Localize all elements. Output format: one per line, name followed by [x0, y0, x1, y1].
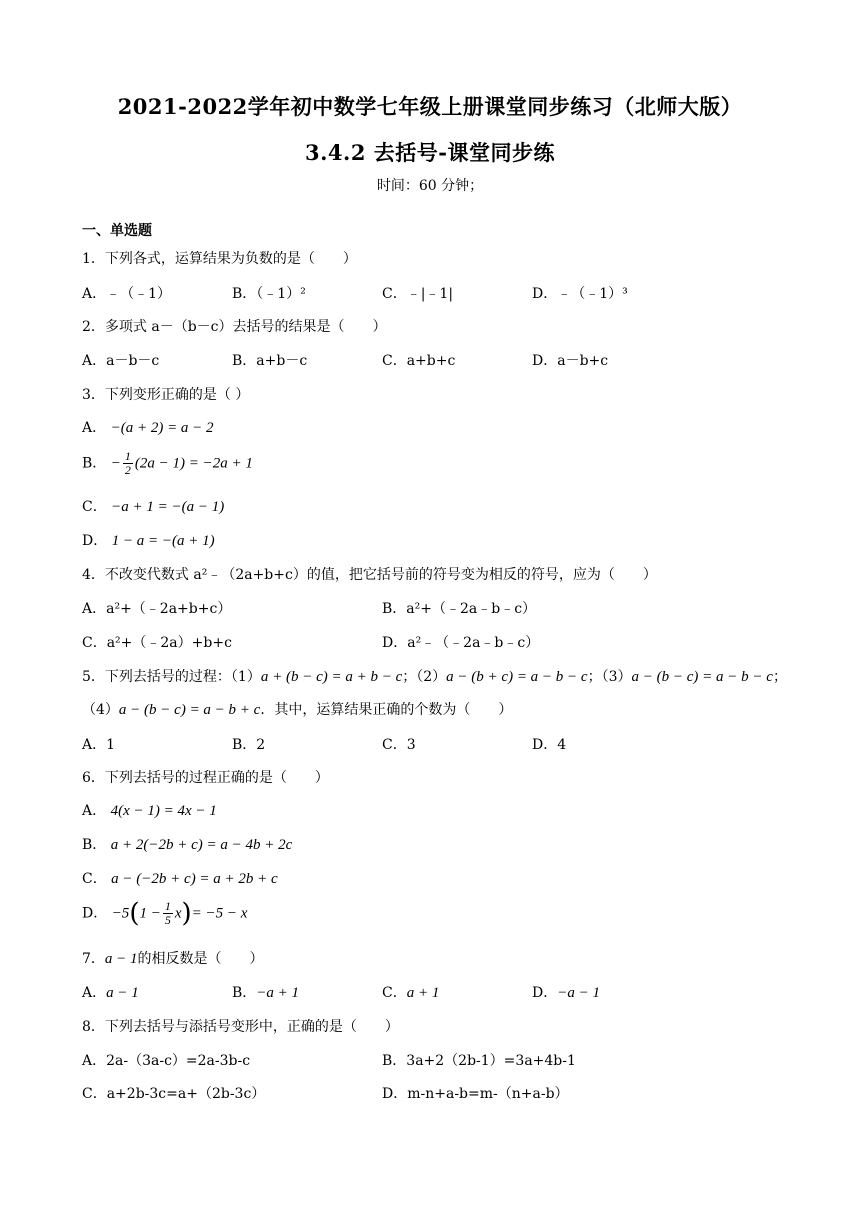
fraction-denominator: 5 [164, 913, 171, 927]
math-expression: a + 1 [406, 985, 440, 1001]
question-7-option-b [232, 982, 299, 1002]
question-5-option-c: C．3 [382, 737, 416, 753]
math-expression: −a − 1 [557, 985, 600, 1001]
separator: ；（2） [402, 669, 447, 685]
option-label: B． [232, 985, 257, 1001]
math-expression: a − (−2b + c) = a + 2b + c [111, 871, 278, 887]
question-6-option-a [82, 800, 217, 820]
question-3-stem: 3．下列变形正确的是（ ） [82, 387, 250, 403]
question-8-option-d: D．m-n+a-b=m-（n+a-b） [382, 1086, 569, 1102]
option-label: A． [82, 420, 107, 436]
fraction-denominator: 2 [124, 463, 131, 477]
question-2-option-b: B．a+b－c [232, 353, 308, 369]
math-expression: −a + 1 = −(a − 1) [111, 499, 225, 515]
question-1-option-c: C．﹣|﹣1| [382, 286, 454, 302]
option-label: C． [82, 871, 107, 887]
separator: ；（3） [587, 669, 632, 685]
question-8-option-b: B．3a+2（2b-1）=3a+4b-1 [382, 1053, 576, 1069]
question-4-option-c: C．a²+（﹣2a）+b+c [82, 635, 232, 651]
math-variable: x [174, 905, 182, 922]
question-5-option-b: B．2 [232, 737, 266, 753]
expression-3: a − (b − c) = a − b − c [631, 669, 773, 685]
math-expression: a + 2(−2b + c) = a − 4b + 2c [110, 837, 293, 853]
question-7-option-a [82, 982, 139, 1002]
question-3-option-d [82, 530, 215, 550]
option-label: D． [82, 905, 108, 922]
fraction [123, 450, 133, 477]
question-8-stem: 8．下列去括号与添括号变形中，正确的是（ ） [82, 1019, 399, 1035]
option-label: B． [82, 455, 107, 472]
question-6-stem: 6．下列去括号的过程正确的是（ ） [82, 770, 329, 786]
math-expression: a − 1 [106, 985, 139, 1001]
question-1-option-d: D．﹣（﹣1）³ [532, 286, 628, 302]
option-label: B． [82, 837, 107, 853]
question-5-text: 5．下列去括号的过程：（1） [82, 669, 261, 685]
math-expression: (2a − 1) = −2a + 1 [134, 455, 253, 472]
math-inner: 1 − [139, 905, 161, 922]
question-number: 7． [82, 951, 105, 967]
fraction-numerator: 1 [124, 449, 131, 463]
question-4-option-b: B．a²+（﹣2a﹣b﹣c） [382, 601, 537, 617]
math-expression: −a + 1 [256, 985, 300, 1001]
option-label: A． [82, 985, 107, 1001]
question-8-option-c: C．a+2b-3c=a+（2b-3c） [82, 1086, 266, 1102]
expression-1: a + (b − c) = a + b − c [260, 669, 403, 685]
math-expression: a − 1 [104, 951, 138, 967]
question-7-option-c [382, 982, 439, 1002]
question-1-stem: 1．下列各式，运算结果为负数的是（ ） [82, 251, 357, 267]
expression-2: a − (b + c) = a − b − c [446, 669, 588, 685]
expression-4: a − (b − c) = a − b + c [118, 702, 261, 718]
math-expression: −(a + 2) = a − 2 [110, 420, 214, 436]
question-4-option-a: A．a²+（﹣2a+b+c） [82, 601, 232, 617]
question-5-option-d: D．4 [532, 737, 567, 753]
question-7-text: 的相反数是（ ） [137, 951, 264, 967]
question-5-stem-line-2 [82, 699, 512, 719]
math-sign: − [110, 455, 121, 472]
question-2-option-d: D．a－b+c [532, 353, 609, 369]
question-2-option-c: C．a+b+c [382, 353, 456, 369]
fraction-numerator: 1 [164, 899, 171, 913]
worksheet-subtitle: 3.4.2 去括号-课堂同步练 [305, 140, 555, 165]
question-2-option-a: A．a－b－c [82, 353, 160, 369]
question-3-option-a [82, 417, 214, 437]
option-label: C． [382, 985, 407, 1001]
question-7-stem [82, 948, 264, 968]
option-label: D． [532, 985, 558, 1001]
math-expression: = −5 − x [191, 905, 248, 922]
right-paren: ) [181, 898, 192, 929]
math-prefix: −5 [111, 905, 130, 922]
question-5-text: ．其中，运算结果正确的个数为（ ） [260, 702, 513, 718]
math-expression: 1 − a = −(a + 1) [111, 533, 215, 549]
question-2-stem: 2．多项式 a－（b－c）去括号的结果是（ ） [82, 319, 387, 335]
question-3-option-b [82, 450, 253, 477]
time-limit: 时间：60 分钟； [376, 178, 484, 194]
left-paren: ( [129, 898, 140, 929]
question-1-option-a: A．﹣（﹣1） [82, 286, 172, 302]
question-5-stem-line-1 [82, 666, 787, 686]
question-1-option-b: B．（﹣1）² [232, 286, 306, 302]
separator: ； [772, 669, 787, 685]
question-4-stem: 4．不改变代数式 a²﹣（2a+b+c）的值，把它括号前的符号变为相反的符号，应为（ ） [82, 567, 657, 583]
section-heading: 一、单选题 [82, 223, 152, 239]
question-6-option-b [82, 834, 292, 854]
question-5-text: （4） [82, 702, 119, 718]
option-label: D． [82, 533, 108, 549]
question-6-option-c [82, 868, 278, 888]
question-7-option-d [532, 982, 600, 1002]
question-5-option-a: A．1 [82, 737, 116, 753]
question-6-option-d [82, 900, 247, 927]
question-3-option-c [82, 496, 224, 516]
question-8-option-a: A．2a-（3a-c）=2a-3b-c [82, 1053, 251, 1069]
option-label: A． [82, 803, 107, 819]
option-label: C． [82, 499, 107, 515]
worksheet-title: 2021-2022学年初中数学七年级上册课堂同步练习（北师大版） [117, 94, 743, 119]
math-expression: 4(x − 1) = 4x − 1 [110, 803, 217, 819]
fraction [163, 900, 173, 927]
question-4-option-d: D．a²﹣（﹣2a﹣b﹣c） [382, 635, 540, 651]
